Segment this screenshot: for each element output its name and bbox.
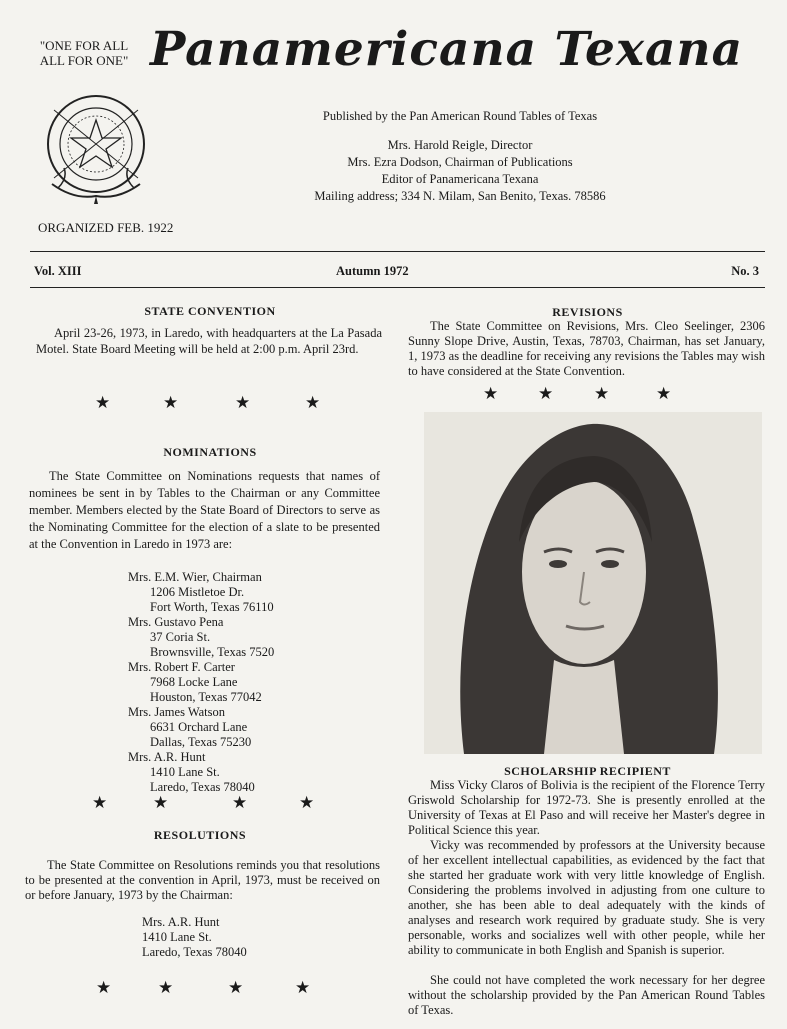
- star-divider: [0, 978, 400, 998]
- round-table-seal-icon: [34, 88, 158, 206]
- member-name: Mrs. James Watson: [128, 705, 226, 719]
- committee-member: [128, 705, 388, 750]
- motto-line-1: "ONE FOR ALL: [39, 38, 129, 53]
- member-street: 1410 Lane St.: [150, 765, 220, 779]
- resolutions-text: The State Committee on Resolutions reminds you that resolutions to be presented at the convention in April, 1973, must be received on or before January, 1973 by the Chairman:: [25, 858, 380, 902]
- issue-number: No. 3: [731, 264, 759, 278]
- star-icon: ★: [299, 793, 315, 812]
- member-city: Fort Worth, Texas 76110: [150, 600, 274, 614]
- star-icon: ★: [235, 393, 251, 412]
- member-street: 1206 Mistletoe Dr.: [150, 585, 245, 599]
- star-icon: ★: [305, 393, 321, 412]
- star-divider: [0, 393, 400, 413]
- member-city: Brownsville, Texas 7520: [150, 645, 275, 659]
- committee-member: [128, 615, 388, 660]
- mailing-address: Mailing address; 334 N. Milam, San Benito, Texas. 78586: [314, 189, 606, 203]
- issue-season: Autumn 1972: [336, 264, 409, 278]
- publication-info: [270, 108, 650, 205]
- star-icon: ★: [594, 384, 610, 403]
- member-name: Mrs. A.R. Hunt: [128, 750, 206, 764]
- member-city: Dallas, Texas 75230: [150, 735, 252, 749]
- star-icon: ★: [95, 393, 111, 412]
- member-street: 6631 Orchard Lane: [150, 720, 248, 734]
- top-rule: [30, 251, 765, 252]
- nominations-heading: NOMINATIONS: [163, 445, 257, 459]
- resolutions-heading: RESOLUTIONS: [153, 828, 247, 842]
- scholarship-paragraph-1: Miss Vicky Claros of Bolivia is the recipient of the Florence Terry Griswold Scholarship for 1972-73. She is presently enrolled at the University of Texas at El Paso and will receive her Master's degree in Political Science this year.: [408, 778, 765, 837]
- scholarship-paragraph-2: Vicky was recommended by professors at the University because of her excellent intellectual capabilities, as evidenced by the fact that she started her graduate work with very little knowledge of English. Considering the problems involved in adjusting from one culture to another, she has been able to deal adequately with the kinds of analyses and research work required by graduate study. She is very personable, works and socializes well with other people, while her ability to communicate in both English and Spanish is superior.: [408, 838, 765, 957]
- star-icon: ★: [538, 384, 554, 403]
- committee-member: [128, 750, 388, 795]
- chairman-name: Mrs. A.R. Hunt: [142, 915, 220, 929]
- revisions-heading: REVISIONS: [552, 305, 623, 319]
- star-icon: ★: [656, 384, 672, 403]
- committee-member: [128, 660, 388, 705]
- publications-chairman-line: Mrs. Ezra Dodson, Chairman of Publications: [347, 155, 573, 169]
- member-street: 37 Coria St.: [150, 630, 211, 644]
- star-icon: ★: [96, 978, 112, 997]
- star-icon: ★: [163, 393, 179, 412]
- member-name: Mrs. E.M. Wier, Chairman: [128, 570, 262, 584]
- director-line: Mrs. Harold Reigle, Director: [387, 138, 533, 152]
- nominations-text: The State Committee on Nominations requests that names of nominees be sent in by Tables to the Chairman or any Committee member. Members elected by the State Board of Directors to serve as the Nominating Committee for the election of a slate to be presented at the Convention in Laredo in 1973 are:: [29, 469, 380, 551]
- chairman-city: Laredo, Texas 78040: [142, 945, 247, 959]
- volume: Vol. XIII: [34, 264, 82, 278]
- star-icon: ★: [295, 978, 311, 997]
- star-icon: ★: [228, 978, 244, 997]
- motto: [38, 38, 130, 68]
- state-convention-heading: STATE CONVENTION: [144, 304, 276, 318]
- scholarship-paragraph-3: She could not have completed the work necessary for her degree without the scholarship provided by the Pan American Round Tables of Texas.: [408, 973, 765, 1017]
- member-city: Laredo, Texas 78040: [150, 780, 255, 794]
- state-convention-text: April 23-26, 1973, in Laredo, with headquarters at the La Pasada Motel. State Board Meeting will be held at 2:00 p.m. April 23rd.: [36, 326, 382, 356]
- editor-line: Editor of Panamericana Texana: [381, 172, 539, 186]
- organized-date: ORGANIZED FEB. 1922: [38, 220, 174, 235]
- star-divider: [0, 793, 400, 813]
- member-city: Houston, Texas 77042: [150, 690, 262, 704]
- star-icon: ★: [153, 793, 169, 812]
- published-by: Published by the Pan American Round Tables of Texas: [322, 109, 598, 123]
- revisions-text: The State Committee on Revisions, Mrs. Cleo Seelinger, 2306 Sunny Slope Drive, Austin, Texas, 78703, Chairman, has set January, 1, 1973 as the deadline for receiving any revisions the Tables may wish to have considered at the State Convention.: [408, 319, 765, 378]
- scholarship-recipient-portrait: [424, 412, 762, 754]
- star-divider: [400, 384, 787, 404]
- star-icon: ★: [158, 978, 174, 997]
- member-street: 7968 Locke Lane: [150, 675, 238, 689]
- member-name: Mrs. Robert F. Carter: [128, 660, 235, 674]
- star-icon: ★: [92, 793, 108, 812]
- masthead-title: Panamericana Texana: [150, 22, 744, 77]
- resolutions-chairman-address: [142, 915, 372, 960]
- member-name: Mrs. Gustavo Pena: [128, 615, 224, 629]
- motto-line-2: ALL FOR ONE": [39, 53, 129, 68]
- committee-member: [128, 570, 388, 615]
- star-icon: ★: [232, 793, 248, 812]
- star-icon: ★: [483, 384, 499, 403]
- scholarship-heading: SCHOLARSHIP RECIPIENT: [504, 764, 671, 778]
- bottom-rule: [30, 287, 765, 288]
- nominating-committee-list: [128, 570, 388, 795]
- chairman-street: 1410 Lane St.: [142, 930, 212, 944]
